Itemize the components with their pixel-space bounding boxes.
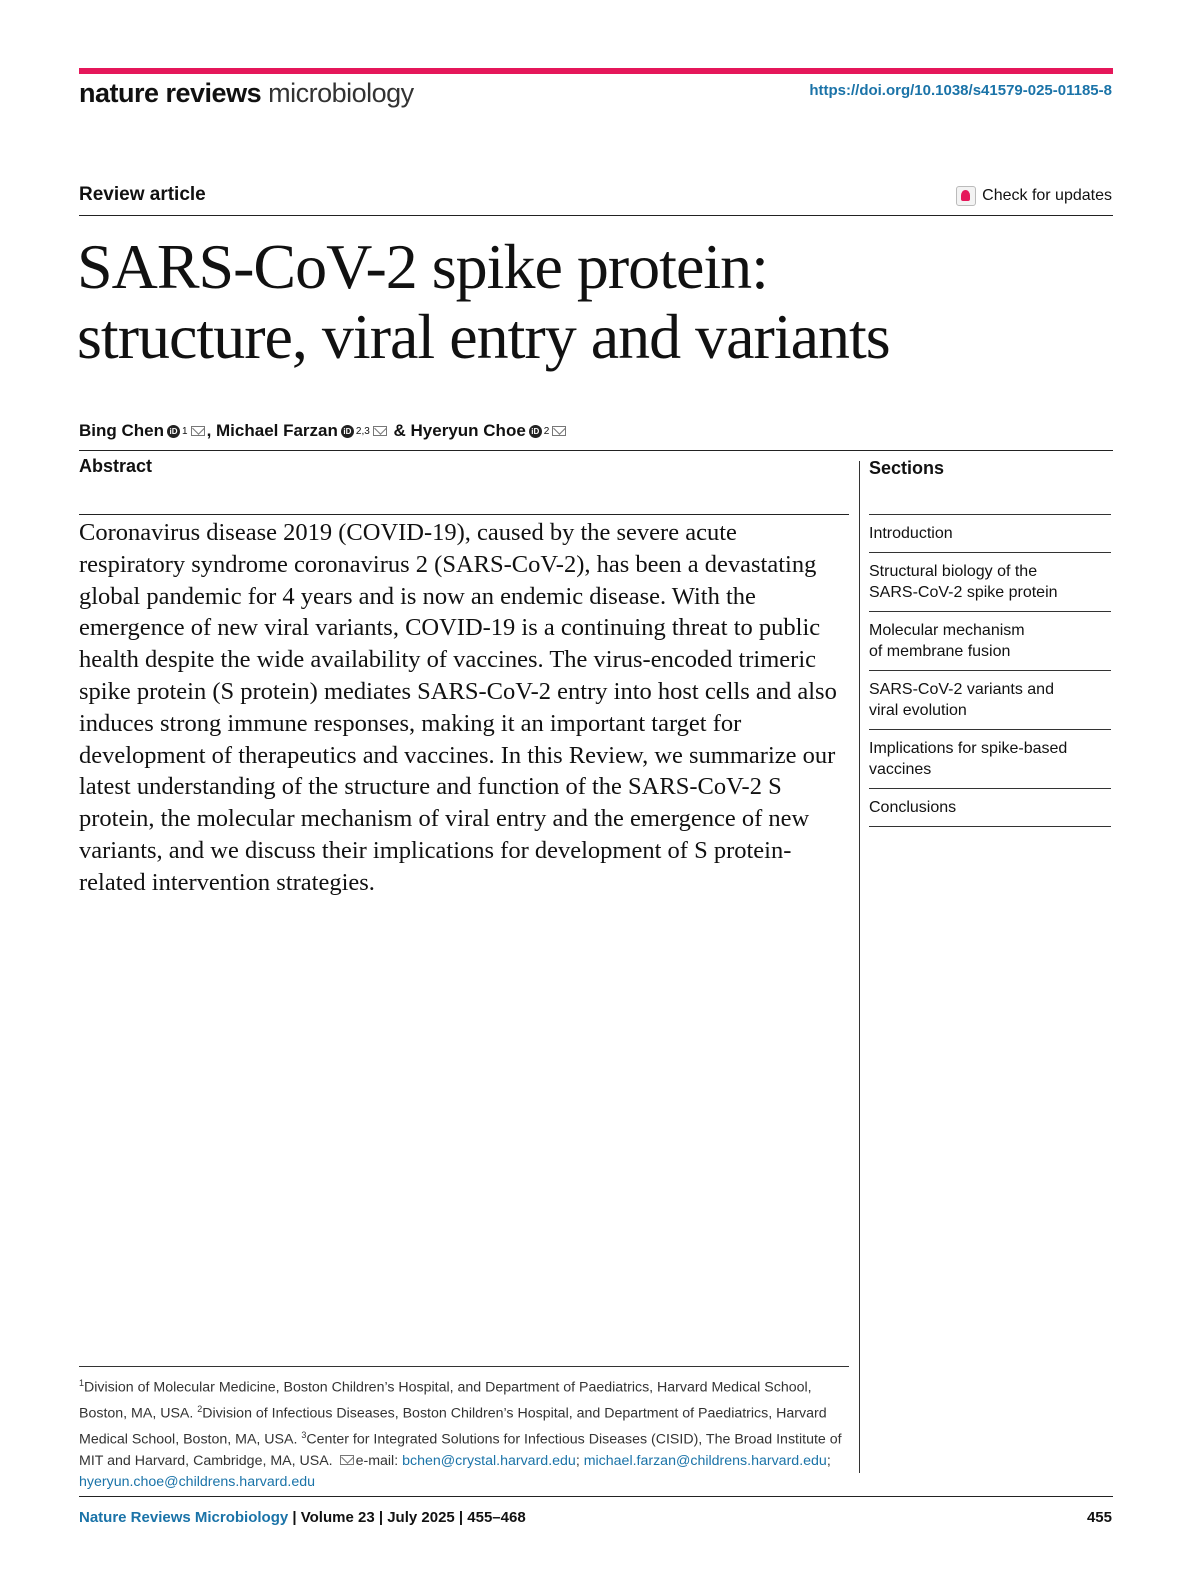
author-affiliation: 1 xyxy=(182,425,188,437)
check-updates-label: Check for updates xyxy=(982,187,1112,204)
title-line-2: structure, viral entry and variants xyxy=(77,301,890,372)
affiliation-text: Division of Molecular Medicine, Boston Children’s Hospital, and Department of Paediatrics, Harvard Medical School, Boston, MA, USA. xyxy=(79,1379,812,1422)
article-type: Review article xyxy=(79,184,206,205)
authors-divider xyxy=(79,450,1113,451)
author-separator: & xyxy=(388,421,411,440)
journal-accent-bar xyxy=(79,68,1113,74)
affiliation-number: 2 xyxy=(197,1404,203,1415)
author-name[interactable]: Hyeryun Choe xyxy=(410,421,526,440)
section-link-label: Introduction xyxy=(869,525,953,542)
section-link-label: viral evolution xyxy=(869,702,967,719)
author-name[interactable]: Bing Chen xyxy=(79,421,164,440)
author-affiliation: 2 xyxy=(543,425,550,437)
title-line-1: SARS-CoV-2 spike protein: xyxy=(77,231,768,302)
affiliation-number: 3 xyxy=(301,1430,307,1441)
section-link-label: Structural biology of the xyxy=(869,563,1038,580)
section-link-label: SARS-CoV-2 spike protein xyxy=(869,584,1058,601)
section-link-label: SARS-CoV-2 variants and xyxy=(869,681,1054,698)
footnote-divider xyxy=(79,1366,849,1367)
article-title xyxy=(77,232,1117,372)
sections-heading: Sections xyxy=(869,458,945,478)
footer-journal-link[interactable]: Nature Reviews Microbiology xyxy=(79,1509,289,1526)
author-separator: , xyxy=(206,421,217,440)
footer-volume-info: | Volume 23 | July 2025 | 455–468 xyxy=(288,1509,526,1526)
check-updates-button[interactable] xyxy=(956,186,1112,206)
email-link[interactable]: hyeryun.choe@childrens.harvard.edu xyxy=(79,1474,316,1491)
author-name[interactable]: Michael Farzan xyxy=(216,421,338,440)
section-link-label: vaccines xyxy=(869,761,932,778)
affiliation-text: Center for Integrated Solutions for Infectious Diseases (CISID), The Broad Institute of MIT and Harvard, Cambridge, MA, USA. xyxy=(79,1431,842,1470)
affiliation-text: Division of Infectious Diseases, Boston Children’s Hospital, and Department of Paediatrics, Harvard Medical School, Boston, MA, USA. xyxy=(79,1405,827,1448)
sections-list xyxy=(869,514,1111,827)
affiliations-footnote xyxy=(79,1373,849,1494)
email-icon[interactable] xyxy=(552,426,566,436)
orcid-icon[interactable]: iD xyxy=(167,425,180,438)
section-link-conclusions[interactable] xyxy=(869,788,1111,827)
abstract-heading: Abstract xyxy=(79,456,153,476)
header-divider xyxy=(79,215,1113,216)
orcid-icon[interactable]: iD xyxy=(341,425,354,438)
email-separator: ; xyxy=(575,1453,584,1470)
check-updates-icon xyxy=(956,186,976,206)
page-number: 455 xyxy=(1086,1509,1112,1526)
footer-citation xyxy=(79,1509,526,1526)
section-link-introduction[interactable] xyxy=(869,514,1111,552)
email-icon xyxy=(340,1455,354,1465)
section-link-variants[interactable] xyxy=(869,670,1111,729)
section-link-label: Conclusions xyxy=(869,799,957,816)
author-affiliation: 2,3 xyxy=(355,425,370,437)
journal-logo-light: microbiology xyxy=(261,78,414,108)
email-icon[interactable] xyxy=(373,426,387,436)
journal-logo[interactable] xyxy=(79,78,414,109)
section-link-label: of membrane fusion xyxy=(869,643,1011,660)
section-link-label: Implications for spike-based xyxy=(869,740,1068,757)
footer-divider xyxy=(79,1496,1113,1497)
section-link-membrane-fusion[interactable] xyxy=(869,611,1111,670)
email-label: e-mail: xyxy=(355,1453,403,1470)
orcid-icon[interactable]: iD xyxy=(529,425,542,438)
abstract-text: Coronavirus disease 2019 (COVID-19), caused by the severe acute respiratory syndrome coronavirus 2 (SARS-CoV-2), has been a devastating global pandemic for 4 years and is now an endemic disease. With the emergence of new viral variants, COVID-19 is a continuing threat to public health despite the wide availability of vaccines. The virus-encoded trimeric spike protein (S protein) mediates SARS-CoV-2 entry into host cells and also induces strong immune responses, making it an important target for development of therapeutics and vaccines. In this Review, we summarize our latest understanding of the structure and function of the SARS-CoV-2 S protein, the molecular mechanism of viral entry and the emergence of new variants, and we discuss their implications for development of S protein-related intervention strategies. xyxy=(79,519,837,896)
email-separator: ; xyxy=(826,1453,831,1470)
author-list xyxy=(79,421,568,441)
email-icon[interactable] xyxy=(191,426,205,436)
affiliation-number: 1 xyxy=(79,1378,85,1388)
section-link-label: Molecular mechanism xyxy=(869,622,1025,639)
abstract-divider xyxy=(79,514,849,515)
section-link-vaccines[interactable] xyxy=(869,729,1111,788)
doi-link[interactable]: https://doi.org/10.1038/s41579-025-01185-8 xyxy=(809,82,1112,99)
column-divider xyxy=(859,461,860,1473)
journal-logo-bold: nature reviews xyxy=(79,78,262,108)
email-link[interactable]: michael.farzan@childrens.harvard.edu xyxy=(583,1453,827,1470)
section-link-structural-biology[interactable] xyxy=(869,552,1111,611)
email-link[interactable]: bchen@crystal.harvard.edu xyxy=(402,1453,576,1470)
